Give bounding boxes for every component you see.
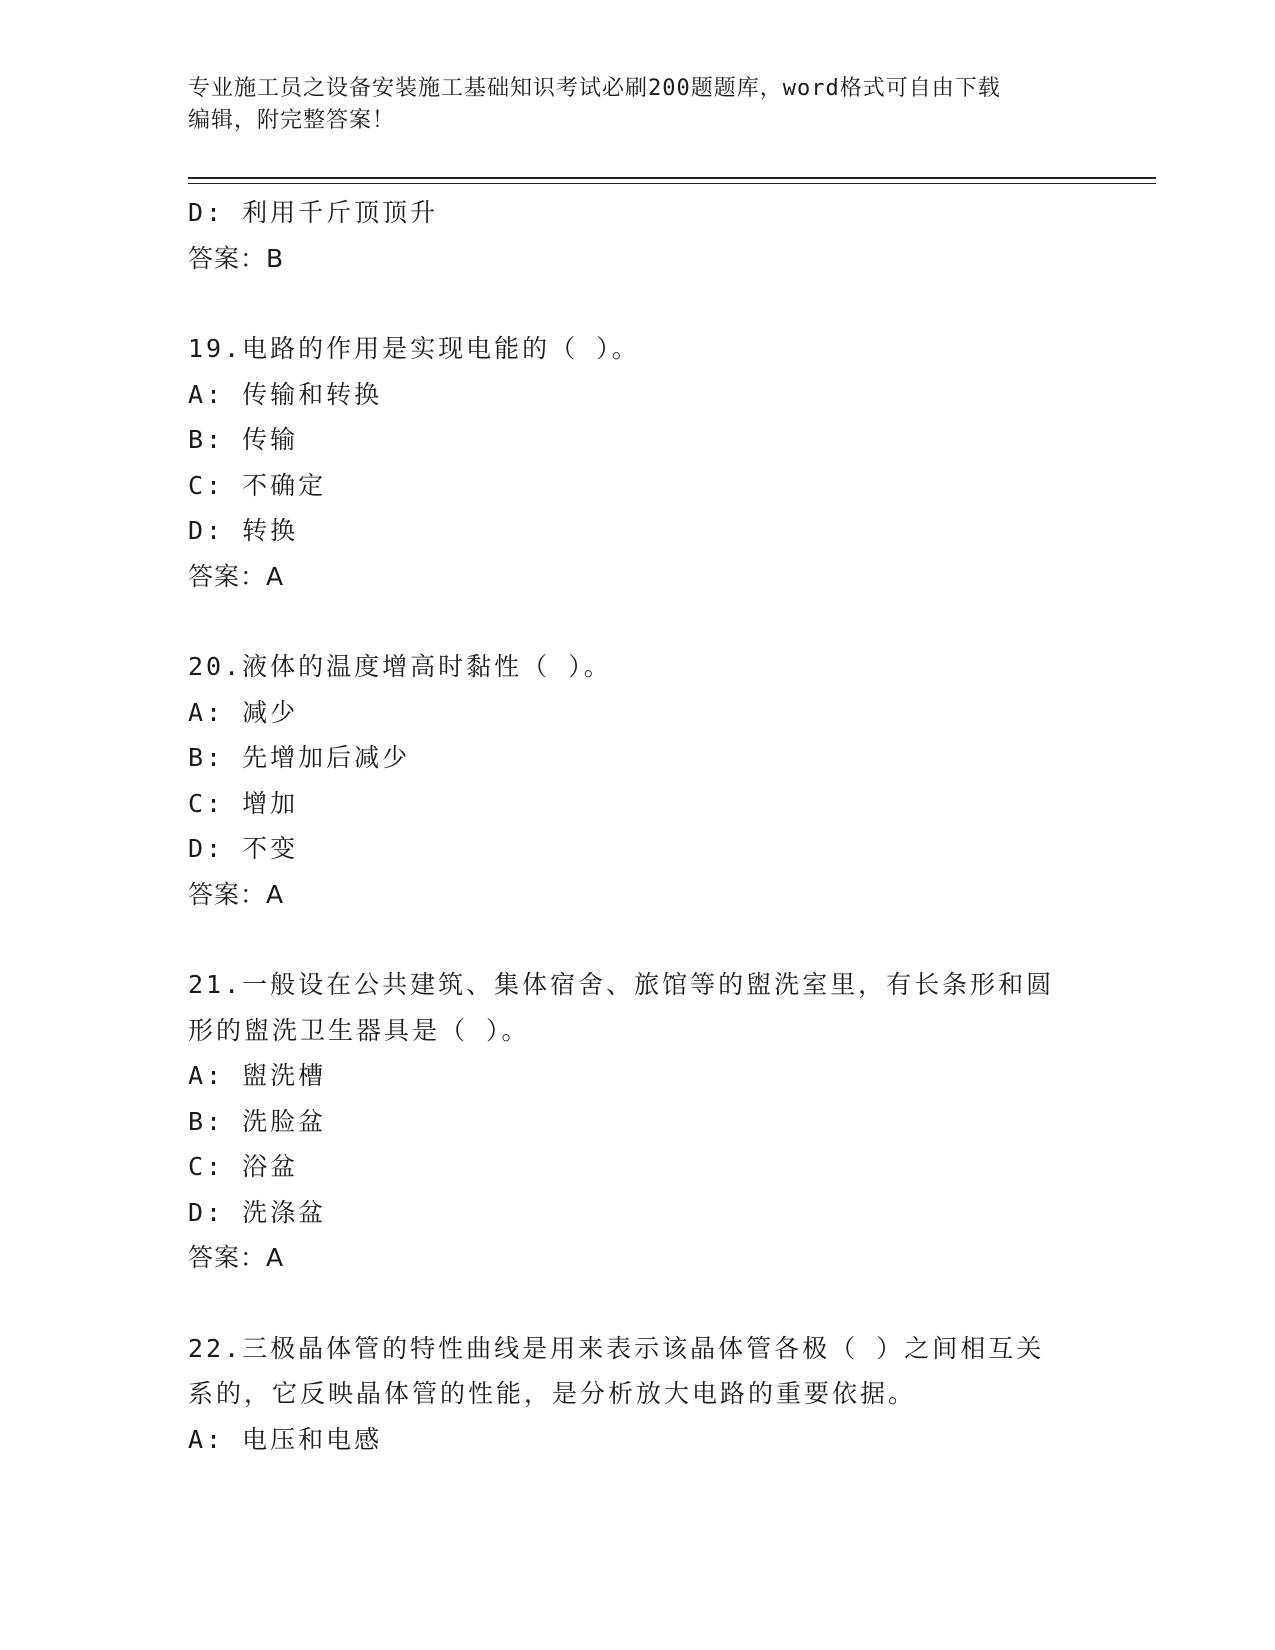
document-header <box>188 73 1088 137</box>
option-c: C: 不确定 <box>188 470 327 500</box>
option-d: D: 转换 <box>188 516 299 545</box>
question-stem: 20.液体的温度增高时黏性（ ）。 <box>188 652 612 681</box>
question-body <box>188 190 1088 1462</box>
question-stem-line-1: 22.三极晶体管的特性曲线是用来表示该晶体管各极（ ）之间相互关 <box>188 1333 1045 1363</box>
option-a: A: 盥洗槽 <box>188 1061 327 1090</box>
option-d: D: 不变 <box>188 834 299 863</box>
option-d: D: 洗涤盆 <box>188 1197 327 1227</box>
option-b: B: 传输 <box>188 425 299 454</box>
question-20 <box>188 644 1088 917</box>
question-stem-line-2: 形的盥洗卫生器具是（ ）。 <box>188 1015 530 1045</box>
header-rule-thick <box>188 177 1156 179</box>
answer-prev: 答案：B <box>188 243 285 273</box>
question-stem-line-1: 21.一般设在公共建筑、集体宿舍、旅馆等的盥洗室里，有长条形和圆 <box>188 970 1055 999</box>
answer: 答案：A <box>188 879 285 909</box>
option-c: C: 浴盆 <box>188 1152 299 1181</box>
answer: 答案：A <box>188 1243 285 1272</box>
header-rule-thin <box>188 183 1156 184</box>
option-b: B: 先增加后减少 <box>188 743 411 772</box>
question-stem-line-2: 系的，它反映晶体管的性能，是分析放大电路的重要依据。 <box>188 1379 917 1408</box>
option-d-prev: D: 利用千斤顶顶升 <box>188 198 439 227</box>
question-stem: 19.电路的作用是实现电能的（ ）。 <box>188 334 640 363</box>
answer: 答案：A <box>188 561 285 591</box>
option-a: A: 电压和电感 <box>188 1424 383 1454</box>
header-line-1: 专业施工员之设备安装施工基础知识考试必刷200题题库，word格式可自由下载 <box>188 76 1001 101</box>
question-21 <box>188 962 1088 1281</box>
option-c: C: 增加 <box>188 788 299 818</box>
question-19 <box>188 326 1088 599</box>
option-a: A: 传输和转换 <box>188 379 383 409</box>
option-b: B: 洗脸盆 <box>188 1106 327 1136</box>
header-line-2: 编辑，附完整答案！ <box>188 108 396 133</box>
option-a: A: 减少 <box>188 697 299 727</box>
question-22 <box>188 1326 1088 1463</box>
